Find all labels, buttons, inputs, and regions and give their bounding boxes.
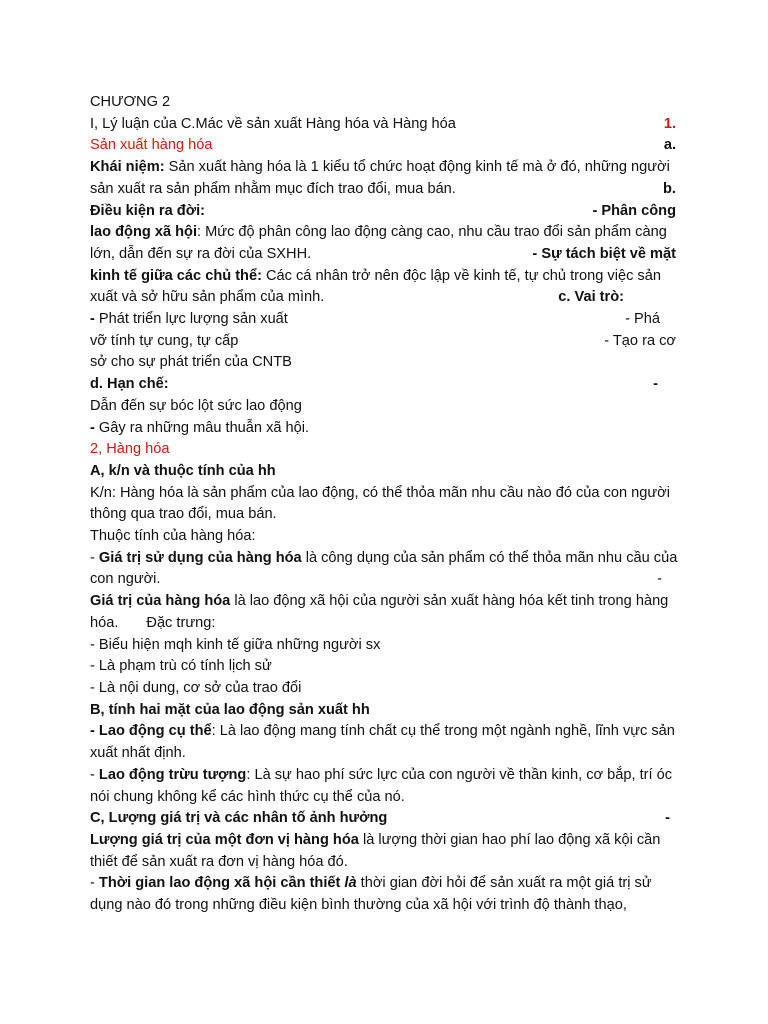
subsection-heading: Sản xuất hàng hóa a. bbox=[90, 137, 676, 154]
text-line: d. Hạn chế: - bbox=[90, 376, 658, 393]
text-line: Lượng giá trị của một đơn vị hàng hóa là lượng thời gian hao phí lao động xã kội cần bbox=[90, 831, 661, 848]
text-line: - Giá trị sử dụng của hàng hóa là công dụng của sản phẩm có thể thỏa mãn nhu cầu của bbox=[90, 549, 678, 566]
subsection-heading: A, k/n và thuộc tính của hh bbox=[90, 462, 276, 479]
list-item: - Biểu hiện mqh kinh tế giữa những người sx bbox=[90, 636, 381, 653]
text-line: dụng nào đó trong những điều kiện bình thường của xã hội với trình độ thành thạo, bbox=[90, 897, 627, 914]
chapter-heading: CHƯƠNG 2 bbox=[90, 94, 171, 110]
text-line: Điều kiện ra đời: - Phân công bbox=[90, 202, 676, 219]
text-line: con người. - bbox=[90, 571, 662, 588]
text-line: - Thời gian lao động xã hội cần thiết là thời gian đời hỏi để sản xuất ra một giá trị sử bbox=[90, 875, 652, 892]
text-line: xuất nhất định. bbox=[90, 745, 186, 762]
text-line: kinh tế giữa các chủ thể: Các cá nhân trở nên độc lập về kinh tế, tự chủ trong việc sản bbox=[90, 267, 661, 284]
text-line: - Gây ra những mâu thuẫn xã hội. bbox=[90, 419, 310, 436]
document-body bbox=[90, 92, 676, 917]
list-item: - Là nội dung, cơ sở của trao đổi bbox=[90, 679, 302, 696]
text-line: Dẫn đến sự bóc lột sức lao động bbox=[90, 397, 302, 414]
text-line: nói chung không kể các hình thức cụ thể của nó. bbox=[90, 788, 405, 805]
text-line: Thuộc tính của hàng hóa: bbox=[90, 528, 256, 545]
text-line: thông qua trao đổi, mua bán. bbox=[90, 506, 277, 523]
text-line: - Lao động trừu tượng: Là sự hao phí sức lực của con người về thần kinh, cơ bắp, trí óc bbox=[90, 766, 673, 783]
text-line: - Phát triển lực lượng sản xuất - Phá bbox=[90, 311, 660, 328]
section-heading: 2, Hàng hóa bbox=[90, 441, 170, 458]
text-line: xuất và sở hữu sản phẩm của mình. c. Vai trò: bbox=[90, 289, 624, 306]
subsection-heading: C, Lượng giá trị và các nhân tố ảnh hưởng - bbox=[90, 810, 670, 827]
text-line: lớn, dẫn đến sự ra đời của SXHH. - Sự tách biệt về mặt bbox=[90, 245, 676, 262]
text-line: sở cho sự phát triển của CNTB bbox=[90, 354, 292, 371]
text-line: Giá trị của hàng hóa là lao động xã hội của người sản xuất hàng hóa kết tinh trong hàng bbox=[90, 593, 669, 610]
text-line: Khái niệm: Sản xuất hàng hóa là 1 kiểu tổ chức hoạt động kinh tế mà ở đó, những người bbox=[90, 159, 670, 176]
text-line: - Lao động cụ thể: Là lao động mang tính chất cụ thể trong một ngành nghề, lĩnh vực sản bbox=[90, 723, 675, 740]
text-line: thiết để sản xuất ra đơn vị hàng hóa đó. bbox=[90, 853, 348, 870]
list-item: - Là phạm trù có tính lịch sử bbox=[90, 658, 272, 675]
text-line: sản xuất ra sản phẩm nhằm mục đích trao đổi, mua bán. b. bbox=[90, 180, 676, 197]
text-line: lao động xã hội: Mức độ phân công lao động càng cao, nhu cầu trao đổi sản phẩm càng bbox=[90, 224, 667, 241]
text-line: K/n: Hàng hóa là sản phẩm của lao động, có thể thỏa mãn nhu cầu nào đó của con người bbox=[90, 484, 670, 501]
subsection-heading: B, tính hai mặt của lao động sản xuất hh bbox=[90, 701, 370, 718]
text-line: vỡ tính tự cung, tự cấp - Tạo ra cơ bbox=[90, 332, 676, 349]
text-line: hóa. Đặc trưng: bbox=[90, 614, 216, 631]
section-heading: I, Lý luận của C.Mác về sản xuất Hàng hóa và Hàng hóa 1. bbox=[90, 115, 676, 132]
